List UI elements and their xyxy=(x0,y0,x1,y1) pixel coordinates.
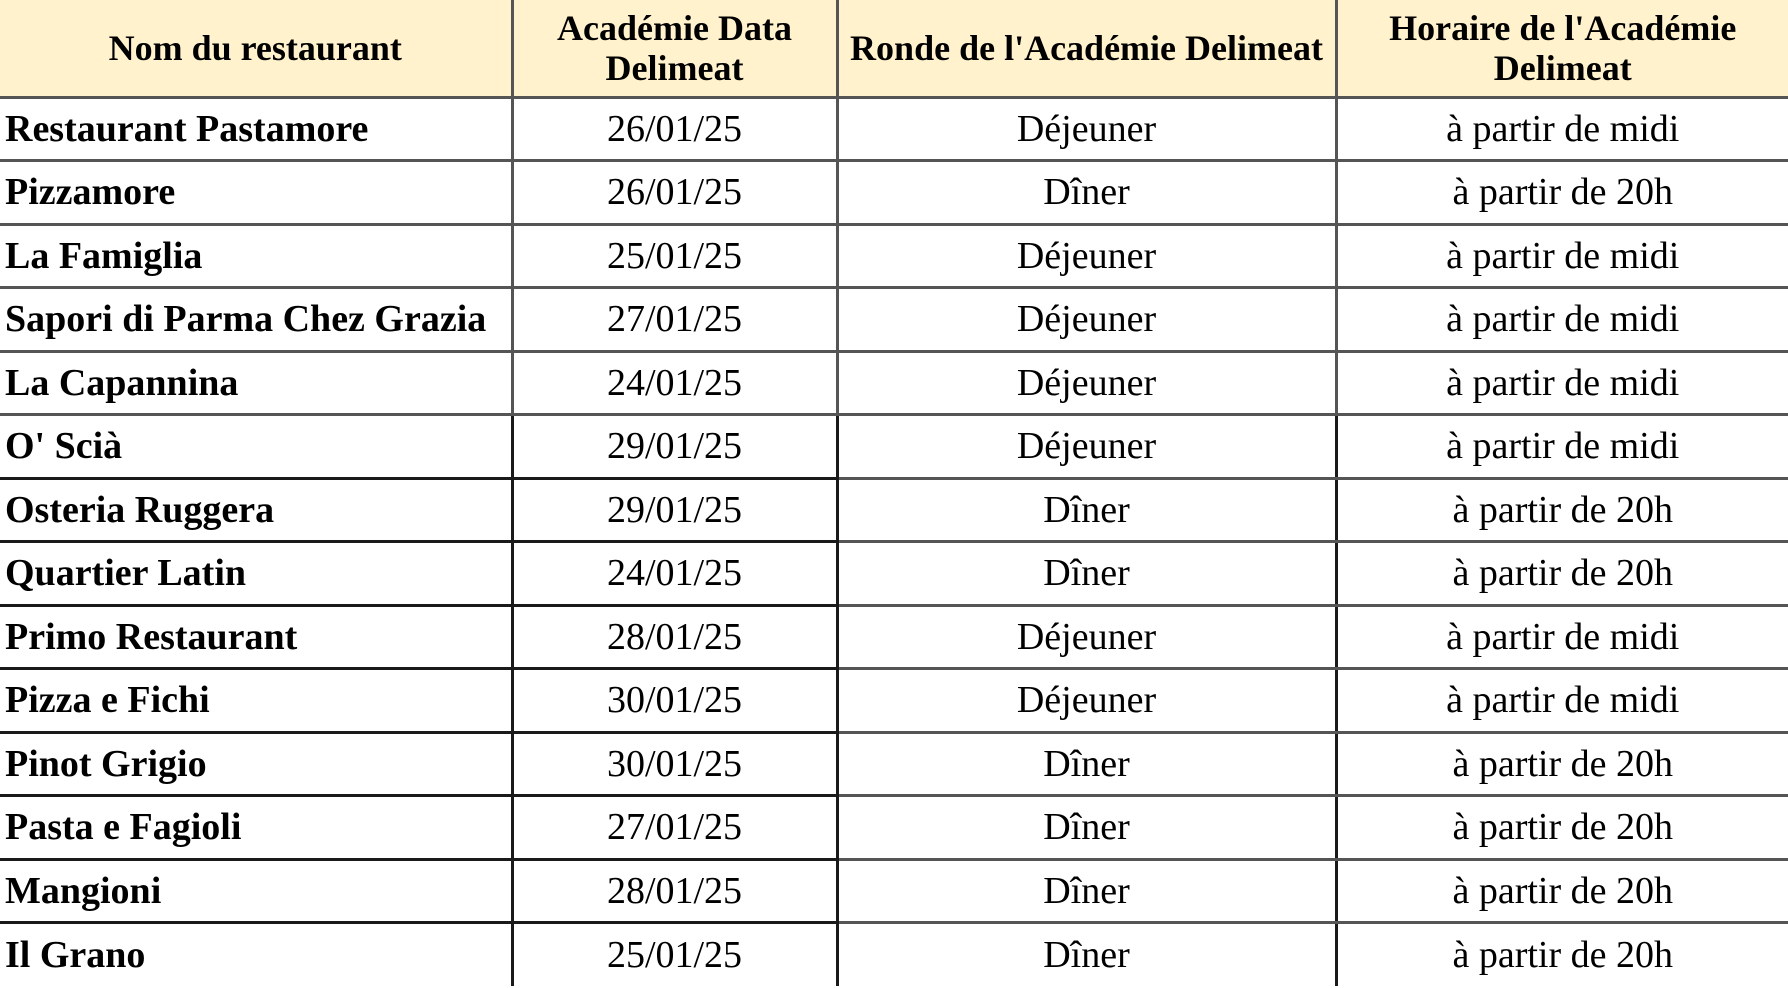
cell-date[interactable]: 24/01/25 xyxy=(512,351,837,415)
table-row xyxy=(0,224,1788,288)
cell-restaurant-name[interactable]: Pizza e Fichi xyxy=(0,669,512,733)
cell-round[interactable]: Dîner xyxy=(837,859,1336,923)
cell-time[interactable]: à partir de 20h xyxy=(1336,732,1788,796)
cell-time[interactable]: à partir de 20h xyxy=(1336,923,1788,987)
cell-round[interactable]: Dîner xyxy=(837,923,1336,987)
cell-date[interactable]: 29/01/25 xyxy=(512,415,837,479)
cell-time[interactable]: à partir de 20h xyxy=(1336,859,1788,923)
table-row xyxy=(0,288,1788,352)
cell-round[interactable]: Dîner xyxy=(837,478,1336,542)
cell-time[interactable]: à partir de midi xyxy=(1336,224,1788,288)
cell-round[interactable]: Déjeuner xyxy=(837,224,1336,288)
cell-restaurant-name[interactable]: La Capannina xyxy=(0,351,512,415)
header-academy-round[interactable]: Ronde de l'Académie Delimeat xyxy=(837,0,1336,97)
cell-time[interactable]: à partir de 20h xyxy=(1336,478,1788,542)
cell-date[interactable]: 28/01/25 xyxy=(512,605,837,669)
cell-round[interactable]: Déjeuner xyxy=(837,351,1336,415)
cell-round[interactable]: Dîner xyxy=(837,796,1336,860)
cell-date[interactable]: 24/01/25 xyxy=(512,542,837,606)
cell-restaurant-name[interactable]: Il Grano xyxy=(0,923,512,987)
table-row xyxy=(0,415,1788,479)
cell-time[interactable]: à partir de 20h xyxy=(1336,796,1788,860)
cell-round[interactable]: Déjeuner xyxy=(837,605,1336,669)
cell-date[interactable]: 27/01/25 xyxy=(512,796,837,860)
header-academy-time[interactable]: Horaire de l'Académie Delimeat xyxy=(1336,0,1788,97)
table-row xyxy=(0,97,1788,161)
cell-time[interactable]: à partir de midi xyxy=(1336,288,1788,352)
table-row xyxy=(0,351,1788,415)
cell-restaurant-name[interactable]: Pizzamore xyxy=(0,161,512,225)
cell-date[interactable]: 29/01/25 xyxy=(512,478,837,542)
table-row xyxy=(0,923,1788,987)
cell-restaurant-name[interactable]: Osteria Ruggera xyxy=(0,478,512,542)
cell-restaurant-name[interactable]: Restaurant Pastamore xyxy=(0,97,512,161)
table-row xyxy=(0,796,1788,860)
table-row xyxy=(0,732,1788,796)
cell-restaurant-name[interactable]: Pinot Grigio xyxy=(0,732,512,796)
cell-date[interactable]: 27/01/25 xyxy=(512,288,837,352)
table-row xyxy=(0,859,1788,923)
cell-restaurant-name[interactable]: La Famiglia xyxy=(0,224,512,288)
cell-restaurant-name[interactable]: Quartier Latin xyxy=(0,542,512,606)
header-restaurant-name[interactable]: Nom du restaurant xyxy=(0,0,512,97)
table-row xyxy=(0,605,1788,669)
table-row xyxy=(0,161,1788,225)
cell-restaurant-name[interactable]: O' Scià xyxy=(0,415,512,479)
cell-restaurant-name[interactable]: Primo Restaurant xyxy=(0,605,512,669)
cell-round[interactable]: Dîner xyxy=(837,542,1336,606)
cell-restaurant-name[interactable]: Sapori di Parma Chez Grazia xyxy=(0,288,512,352)
cell-date[interactable]: 28/01/25 xyxy=(512,859,837,923)
cell-time[interactable]: à partir de 20h xyxy=(1336,161,1788,225)
cell-date[interactable]: 26/01/25 xyxy=(512,97,837,161)
cell-round[interactable]: Déjeuner xyxy=(837,669,1336,733)
header-academy-date[interactable]: Académie Data Delimeat xyxy=(512,0,837,97)
cell-date[interactable]: 26/01/25 xyxy=(512,161,837,225)
cell-round[interactable]: Dîner xyxy=(837,161,1336,225)
header-row xyxy=(0,0,1788,97)
cell-time[interactable]: à partir de midi xyxy=(1336,415,1788,479)
table-row xyxy=(0,478,1788,542)
table-row xyxy=(0,669,1788,733)
cell-date[interactable]: 25/01/25 xyxy=(512,923,837,987)
cell-round[interactable]: Déjeuner xyxy=(837,415,1336,479)
cell-date[interactable]: 30/01/25 xyxy=(512,732,837,796)
cell-round[interactable]: Dîner xyxy=(837,732,1336,796)
cell-round[interactable]: Déjeuner xyxy=(837,288,1336,352)
cell-time[interactable]: à partir de midi xyxy=(1336,605,1788,669)
cell-time[interactable]: à partir de midi xyxy=(1336,97,1788,161)
cell-date[interactable]: 30/01/25 xyxy=(512,669,837,733)
table-row xyxy=(0,542,1788,606)
cell-time[interactable]: à partir de midi xyxy=(1336,351,1788,415)
cell-restaurant-name[interactable]: Mangioni xyxy=(0,859,512,923)
cell-round[interactable]: Déjeuner xyxy=(837,97,1336,161)
cell-time[interactable]: à partir de midi xyxy=(1336,669,1788,733)
cell-restaurant-name[interactable]: Pasta e Fagioli xyxy=(0,796,512,860)
cell-date[interactable]: 25/01/25 xyxy=(512,224,837,288)
cell-time[interactable]: à partir de 20h xyxy=(1336,542,1788,606)
